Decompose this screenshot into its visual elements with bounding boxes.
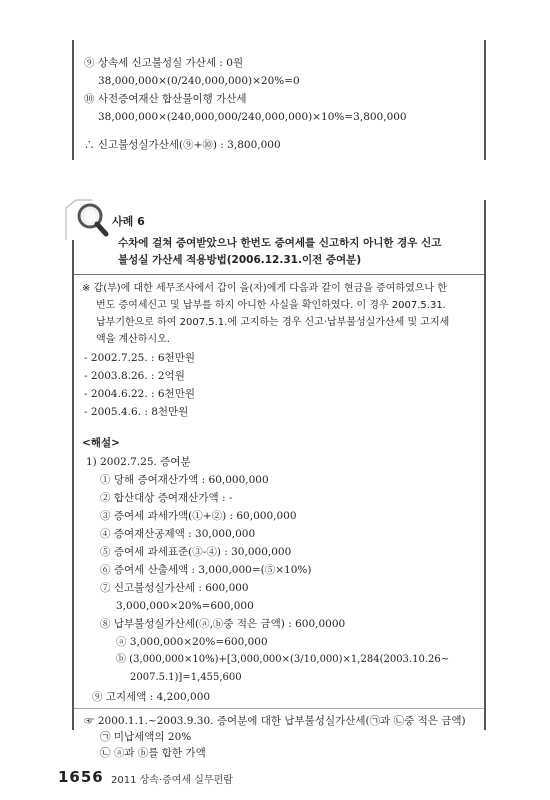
solution-line-9: 3,000,000×20%=600,000 xyxy=(116,600,254,612)
solution-heading: <해설> xyxy=(82,437,120,449)
solution-line-10: ⑧ 납부불성실가산세(ⓐ,ⓑ중 적은 금액) : 600,0000 xyxy=(100,618,346,630)
note-divider xyxy=(74,708,484,709)
top-line-9-calc: 38,000,000×(0/240,000,000)×20%=0 xyxy=(98,75,300,87)
gift-item-4: - 2005.4.6. : 8천만원 xyxy=(84,406,189,418)
solution-line-14: ⑨ 고지세액 : 4,200,000 xyxy=(92,691,211,703)
intro-line-1: ※ 갑(부)에 대한 세무조사에서 갑이 을(자)에게 다음과 같이 현금을 증여하였으나 한 xyxy=(82,283,447,294)
top-box-left-border xyxy=(72,40,74,160)
solution-line-1: 1) 2002.7.25. 증여분 xyxy=(86,456,191,468)
note-line-3: ㉡ ⓐ과 ⓑ를 합한 가액 xyxy=(100,747,206,759)
solution-line-6: ⑤ 증여세 과세표준(③-④) : 30,000,000 xyxy=(100,546,292,558)
solution-line-11: ⓐ 3,000,000×20%=600,000 xyxy=(116,636,268,648)
top-line-9: ⑨ 상속세 신고불성실 가산세 : 0원 xyxy=(84,57,244,69)
solution-line-13: 2007.5.1)]=1,455,600 xyxy=(130,672,242,683)
solution-line-4: ③ 증여세 과세가액(①+②) : 60,000,000 xyxy=(100,510,297,522)
gift-item-2: - 2003.8.26. : 2억원 xyxy=(84,370,185,382)
top-line-total: ∴ 신고불성실가산세(⑨+⑩) : 3,800,000 xyxy=(84,139,281,151)
intro-line-4: 액을 계산하시오. xyxy=(96,334,170,345)
case-divider xyxy=(74,274,484,275)
case-title-line-1: 수차에 걸쳐 증여받았으나 한번도 증여세를 신고하지 아니한 경우 신고 xyxy=(118,237,442,249)
solution-line-3: ② 합산대상 증여재산가액 : - xyxy=(100,492,233,504)
top-line-10-calc: 38,000,000×(240,000,000/240,000,000)×10%=3,800,000 xyxy=(98,111,407,123)
intro-line-2: 번도 증여세신고 및 납부를 하지 아니한 사실을 확인하였다. 이 경우 2007.5.31. xyxy=(96,300,446,311)
note-line-1: ☞ 2000.1.1.~2003.9.30. 증여분에 대한 납부불성실가산세(㉠과 ㉡중 적은 금액) xyxy=(84,715,466,727)
solution-line-8: ⑦ 신고불성실가산세 : 600,000 xyxy=(100,582,249,594)
solution-line-2: ① 당해 증여재산가액 : 60,000,000 xyxy=(100,474,269,486)
case-title-line-2: 불성실 가산세 적용방법(2006.12.31.이전 증여분) xyxy=(118,254,362,266)
top-line-10: ⑩ 사전증여재산 합산불이행 가산세 xyxy=(84,93,247,105)
solution-line-5: ④ 증여재산공제액 : 30,000,000 xyxy=(100,528,256,540)
solution-line-7: ⑥ 증여세 산출세액 : 3,000,000=(⑤×10%) xyxy=(100,564,312,576)
case-label: 사례 6 xyxy=(112,215,145,228)
page-number: 1656 xyxy=(58,768,104,786)
case-box-right-border xyxy=(484,200,486,730)
book-title: 2011 상속·증여세 실무편람 xyxy=(111,775,233,786)
magnifier-icon xyxy=(62,196,112,244)
top-box-right-border xyxy=(484,40,486,160)
solution-line-12: ⓑ (3,000,000×10%)+[3,000,000×(3/10,000)×1,284(2003.10.26~ xyxy=(116,654,450,665)
case-box-left-border xyxy=(72,240,74,730)
gift-item-3: - 2004.6.22. : 6천만원 xyxy=(84,388,195,400)
intro-line-3: 납부기한으로 하여 2007.5.1.에 고지하는 경우 신고·납부불성실가산세 및 고지세 xyxy=(96,317,450,328)
note-line-2: ㉠ 미납세액의 20% xyxy=(100,731,192,743)
gift-item-1: - 2002.7.25. : 6천만원 xyxy=(84,352,195,364)
